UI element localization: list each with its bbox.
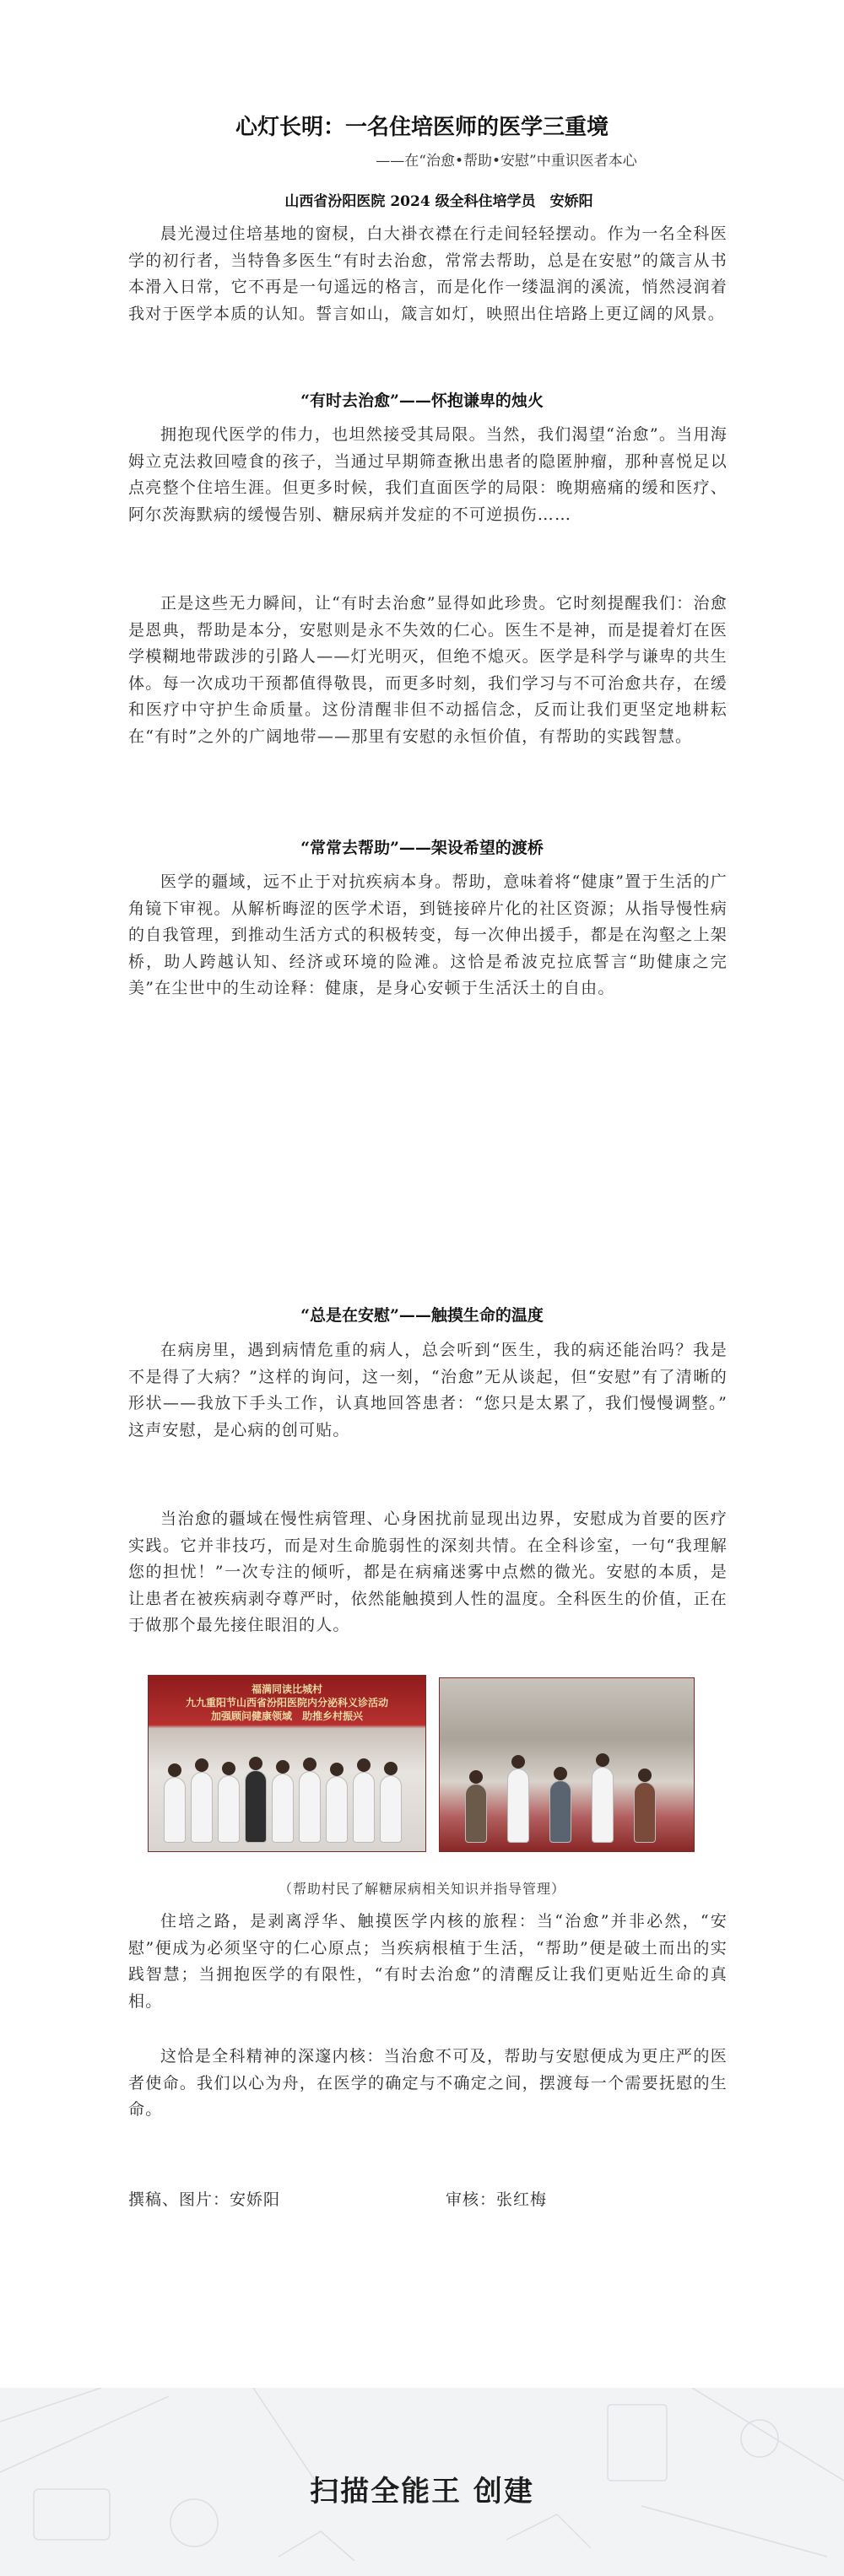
intro-paragraph [128, 221, 728, 327]
reviewer-credit: 审核：张红梅 [446, 2190, 548, 2209]
banner-line-3: 加强顾问健康领域 助推乡村振兴 [210, 1710, 363, 1722]
intro-text: 晨光漫过住培基地的窗棂，白大褂衣襟在行走间轻轻摆动。作为一名全科医学的初行者，当特鲁多医生“有时去治愈，常常去帮助，总是在安慰”的箴言从书本滑入日常，它不再是一句遥远的格言，而是化作一缕温润的溪流，悄然浸润着我对于医学本质的认知。誓言如山，箴言如灯，映照出住培路上更辽阔的风景。 [128, 224, 728, 323]
banner-line-2: 九九重阳节山西省汾阳医院内分泌科义诊活动 [185, 1697, 388, 1709]
section1-body [128, 422, 728, 528]
section1-body-2 [128, 591, 728, 750]
article-title: 心灯长明：一名住培医师的医学三重境 [235, 115, 609, 140]
section3-paragraph-2: 当治愈的疆域在慢性病管理、心身困扰前显现出边界，安慰成为首要的医疗实践。它并非技巧，而是对生命脆弱性的深刻共情。在全科诊室，一句“我理解您的担忧！”一次专注的倾听，都是在病痛迷雾中点燃的微光。安慰的本质，是让患者在被疾病剥夺尊严时，依然能触摸到人性的温度。全科医生的价值，正在于做那个最先接住眼泪的人。 [128, 1509, 728, 1634]
patients-and-doctors [448, 1742, 685, 1843]
section1-paragraph-2: 正是这些无力瞬间，让“有时去治愈”显得如此珍贵。它时刻提醒我们：治愈是恩典，帮助是本分，安慰则是永不失效的仁心。医生不是神，而是提着灯在医学模糊地带跋涉的引路人——灯光明灭，但绝不熄灭。医学是科学与谦卑的共生体。每一次成功干预都值得敬畏，而更多时刻，我们学习与不可治愈共存，在缓和医疗中守护生命质量。这份清醒非但不动摇信念，反而让我们更坚定地耕耘在“有时”之外的广阔地带——那里有安慰的永恒价值，有帮助的实践智慧。 [128, 594, 728, 746]
section3-body-2 [128, 1506, 728, 1639]
clinic-group-photo [148, 1675, 426, 1852]
closing-paragraph-1: 住培之路，是剥离浮华、触摸医学内核的旅程：当“治愈”并非必然，“安慰”便成为必须坚守的仁心原点；当疾病根植于生活，“帮助”便是破土而出的实践智慧；当拥抱医学的有限性，“有时去治愈”的清醒反让我们更贴近生命的真相。 [128, 1912, 728, 2011]
article-byline: 山西省汾阳医院 2024 级全科住培学员 安娇阳 [284, 193, 593, 210]
banner-line-1: 福满同读比城村 [251, 1683, 322, 1695]
section3-paragraph-1: 在病房里，遇到病情危重的病人，总会听到“医生，我的病还能治吗？我是不是得了大病？”这样的询问，这一刻，“治愈”无从谈起，但“安慰”有了清晰的形状——我放下手头工作，认真地回答患者：“您只是太累了，我们慢慢调整。” 这声安慰，是心病的创可贴。 [128, 1341, 745, 1439]
closing-paragraph-2: 这恰是全科精神的深邃内核：当治愈不可及，帮助与安慰便成为更庄严的医者使命。我们以心为舟，在医学的确定与不确定之间，摆渡每一个需要抚慰的生命。 [128, 2047, 728, 2119]
section2-body [128, 869, 728, 1002]
scanner-watermark-footer [0, 2388, 844, 2576]
consultation-photo [439, 1677, 695, 1852]
section2-heading: “常常去帮助”——架设希望的渡桥 [300, 839, 544, 857]
closing-body [128, 1909, 728, 2015]
scanner-brand: 扫描全能王 创建 [310, 2475, 534, 2508]
photo-banner [149, 1682, 425, 1723]
photo-caption: （帮助村民了解糖尿病相关知识并指导管理） [278, 1881, 565, 1897]
group-of-doctors [157, 1742, 417, 1843]
section2-paragraph-1: 医学的疆域，远不止于对抗疾病本身。帮助，意味着将“健康”置于生活的广角镜下审视。从解析晦涩的医学术语，到链接碎片化的社区资源；从指导慢性病的自我管理，到推动生活方式的积极转变，每一次伸出援手，都是在沟壑之上架桥，助人跨越认知、经济或环境的险滩。这恰是希波克拉底誓言“助健康之完美”在尘世中的生动诠释：健康，是身心安顿于生活沃土的自由。 [128, 872, 728, 997]
closing-body-2 [128, 2044, 728, 2124]
section1-heading: “有时去治愈”——怀抱谦卑的烛火 [300, 392, 544, 410]
section1-paragraph-1: 拥抱现代医学的伟力，也坦然接受其局限。当然，我们渴望“治愈”。当用海姆立克法救回噎食的孩子，当通过早期筛查揪出患者的隐匿肿瘤，那种喜悦足以点亮整个住培生涯。但更多时候，我们直面医学的局限：晚期癌痛的缓和医疗、阿尔茨海默病的缓慢告别、糖尿病并发症的不可逆损伤…… [128, 425, 728, 524]
section3-heading: “总是在安慰”——触摸生命的温度 [300, 1306, 544, 1325]
section3-body [128, 1337, 745, 1444]
article-subtitle: ——在“治愈•帮助•安慰”中重识医者本心 [376, 153, 637, 170]
author-credit: 撰稿、图片：安娇阳 [128, 2190, 281, 2209]
